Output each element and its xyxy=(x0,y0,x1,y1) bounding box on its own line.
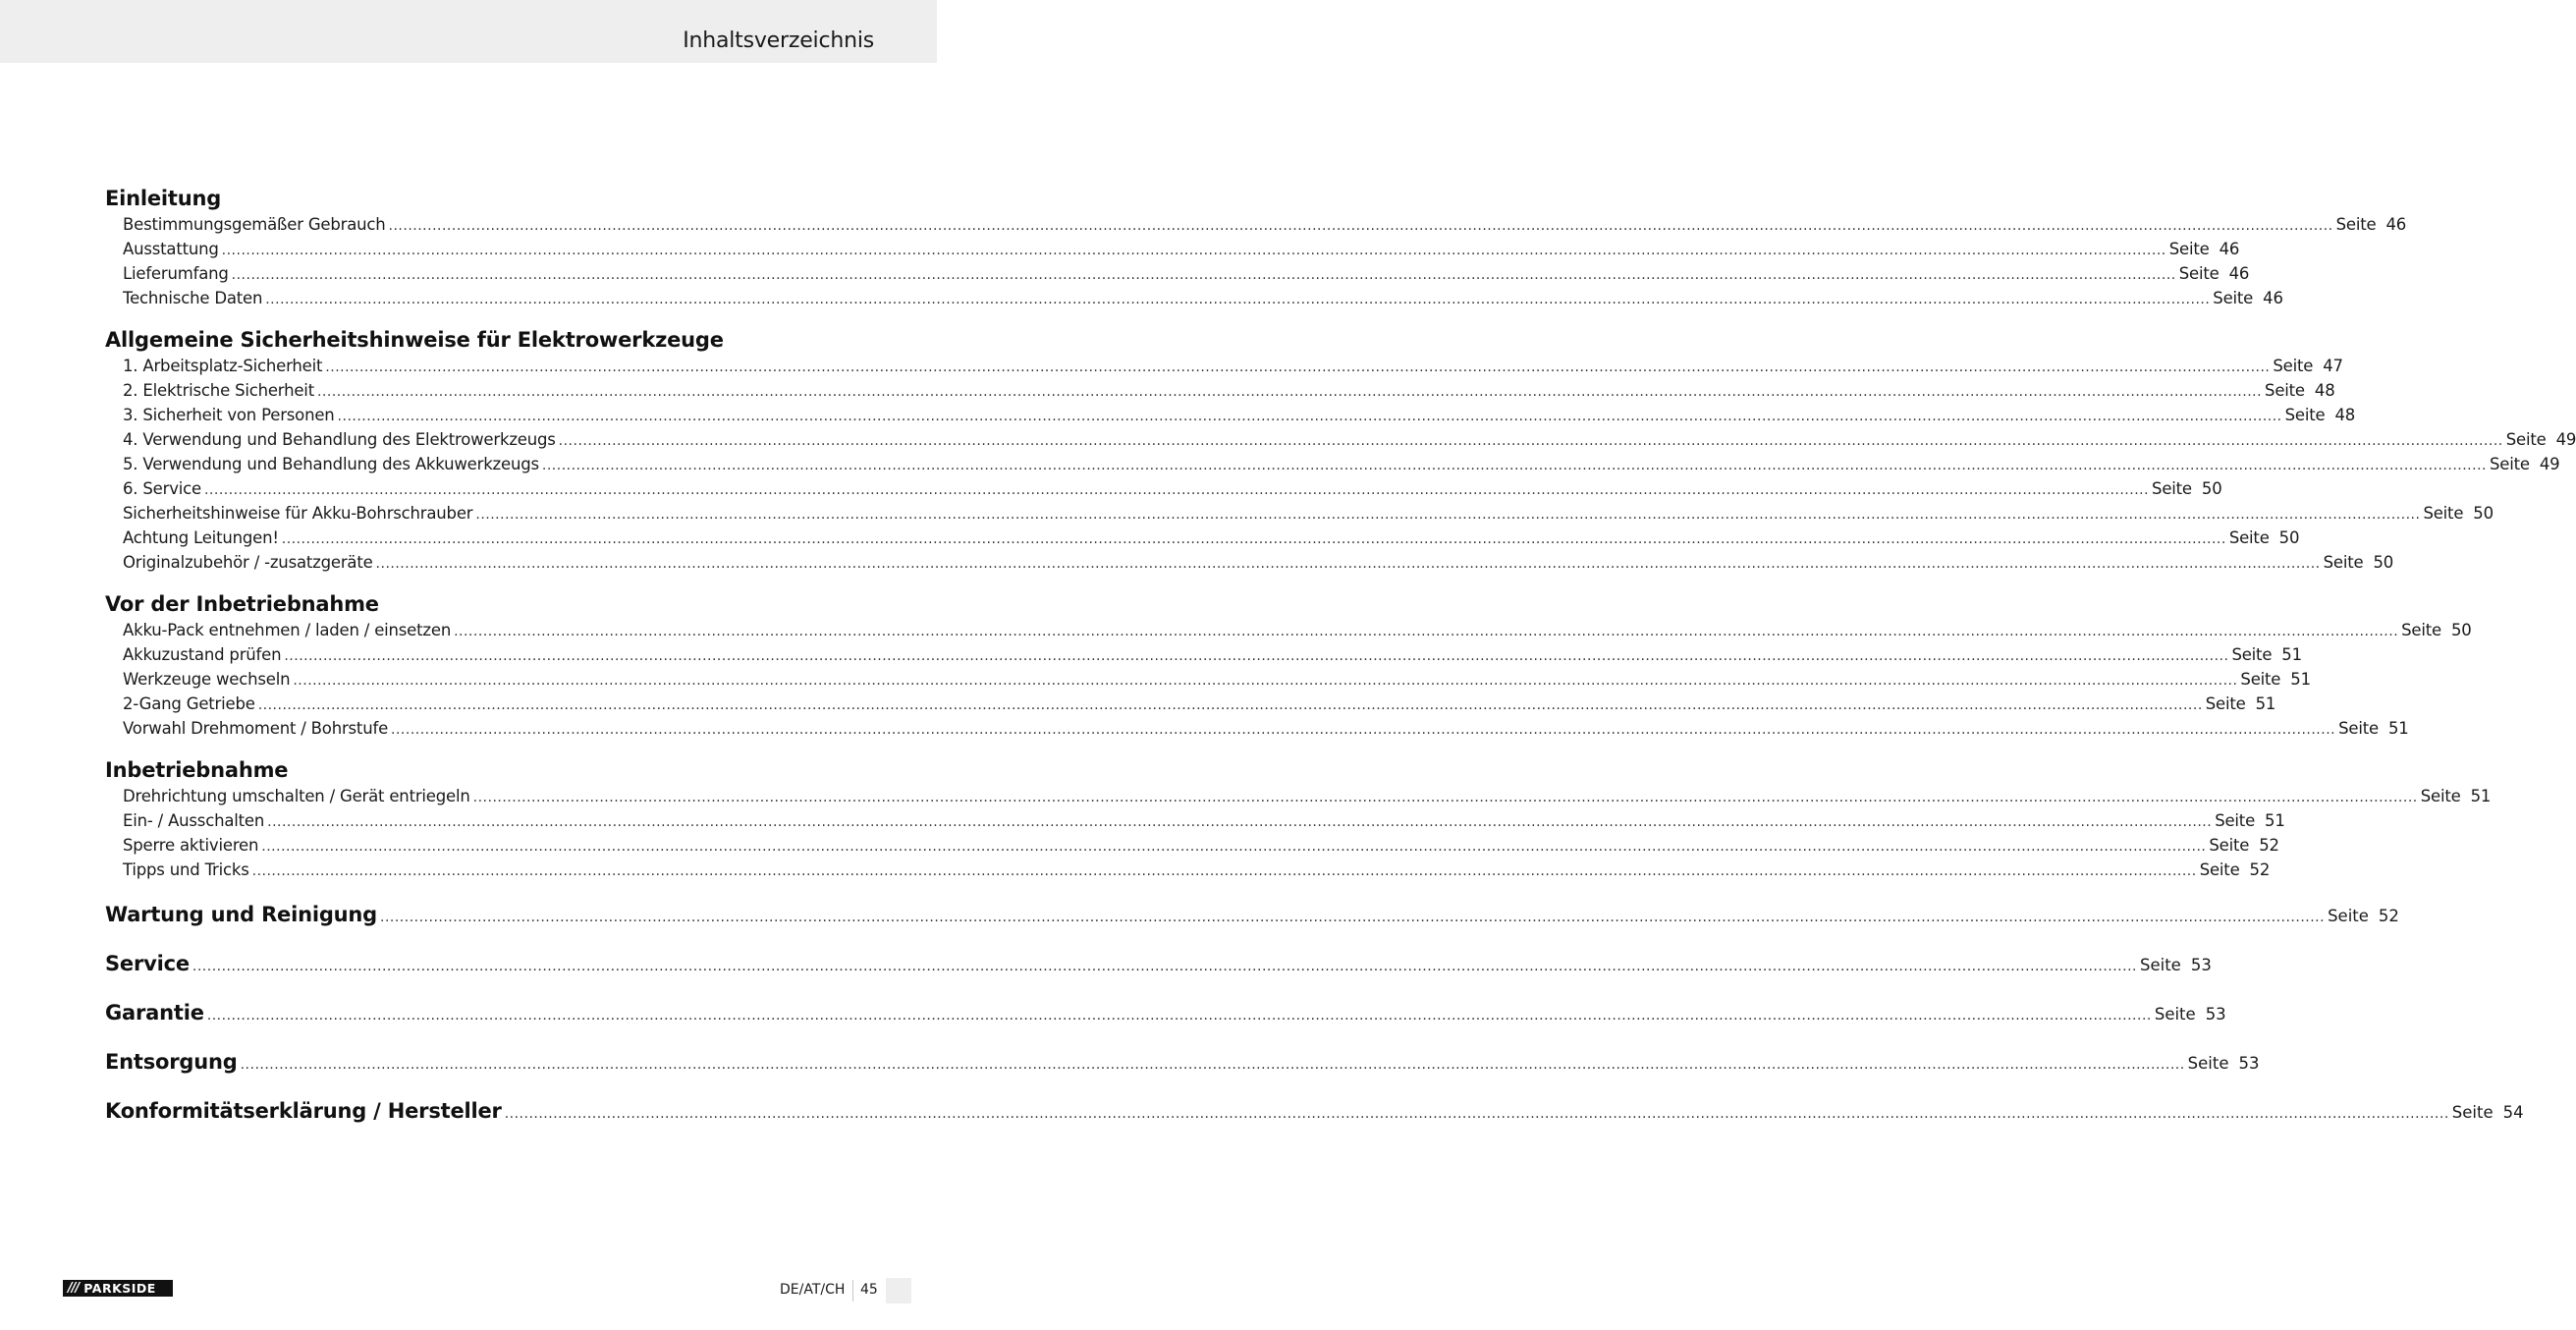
toc-entry-seite-label: Seite xyxy=(2178,264,2220,283)
dot-leader: ................................................................................................................................................................................................................................................................................................................................................................................................................ xyxy=(337,409,2282,424)
toc-entry-page-number: 51 xyxy=(2281,645,2302,664)
toc-entry-page-number: 52 xyxy=(2249,860,2271,879)
toc-entry[interactable] xyxy=(105,452,2560,476)
dot-leader: ................................................................................................................................................................................................................................................................................................................................................................................................................ xyxy=(267,814,2213,830)
dot-leader: ................................................................................................................................................................................................................................................................................................................................................................................................................ xyxy=(221,243,2166,258)
toc-major-label: Entsorgung xyxy=(105,1050,238,1074)
dot-leader: ................................................................................................................................................................................................................................................................................................................................................................................................................ xyxy=(281,531,2226,547)
toc-entry-seite-label: Seite xyxy=(2152,479,2192,498)
toc-major-entry[interactable] xyxy=(105,947,2212,996)
toc-entry[interactable] xyxy=(105,261,2250,286)
toc-entry-seite-label: Seite xyxy=(2168,240,2210,258)
toc-entry[interactable] xyxy=(105,476,2222,501)
toc-entry[interactable] xyxy=(105,784,2492,808)
header-bar xyxy=(0,0,937,63)
toc-entry-seite-label: Seite xyxy=(2328,907,2369,925)
toc-entry-seite-label: Seite xyxy=(2284,406,2326,424)
toc-entry[interactable] xyxy=(105,237,2240,261)
dot-leader: ................................................................................................................................................................................................................................................................................................................................................................................................................ xyxy=(475,507,2421,523)
toc-section xyxy=(105,756,2492,882)
table-of-contents xyxy=(105,185,2576,1143)
section-heading: Einleitung xyxy=(105,187,222,210)
toc-entry[interactable] xyxy=(105,427,2576,452)
toc-entry-page-number: 48 xyxy=(2314,381,2335,400)
toc-entry[interactable] xyxy=(105,212,2407,237)
toc-entry-label: 6. Service xyxy=(123,479,201,498)
toc-entry-seite-label: Seite xyxy=(2265,381,2305,400)
dot-leader: ................................................................................................................................................................................................................................................................................................................................................................................................................ xyxy=(541,458,2487,473)
dot-leader: ................................................................................................................................................................................................................................................................................................................................................................................................................ xyxy=(293,673,2238,689)
toc-major-page-number: 53 xyxy=(2238,1054,2260,1073)
toc-entry-page-number: 50 xyxy=(2373,553,2394,572)
toc-entry-label: 2. Elektrische Sicherheit xyxy=(123,381,314,400)
toc-entry-seite-label: Seite xyxy=(2338,719,2379,738)
toc-major-label: Konformitätserklärung / Hersteller xyxy=(105,1099,502,1123)
dot-leader: ................................................................................................................................................................................................................................................................................................................................................................................................................ xyxy=(261,839,2207,855)
toc-entry-page-number: 46 xyxy=(2228,264,2250,283)
dot-leader: ................................................................................................................................................................................................................................................................................................................................................................................................................ xyxy=(454,624,2399,639)
footer-region: DE/AT/CH xyxy=(780,1282,846,1298)
toc-entry-seite-label: Seite xyxy=(2154,1005,2196,1024)
toc-entry-page-number: 51 xyxy=(2387,719,2409,738)
toc-entry-page-number: 46 xyxy=(2263,289,2283,307)
toc-entry-label: Vorwahl Drehmoment / Bohrstufe xyxy=(123,719,389,738)
toc-entry[interactable] xyxy=(105,501,2494,526)
toc-entry-seite-label: Seite xyxy=(2273,357,2314,375)
toc-entry-label: Drehrichtung umschalten / Gerät entriegeln xyxy=(123,787,470,805)
toc-entry-seite-label: Seite xyxy=(2335,215,2377,234)
dot-leader: ................................................................................................................................................................................................................................................................................................................................................................................................................ xyxy=(391,722,2336,738)
toc-entry-seite-label: Seite xyxy=(2505,430,2547,449)
toc-entry-label: 4. Verwendung und Behandlung des Elektrowerkzeugs xyxy=(123,430,556,449)
toc-entry-label: 5. Verwendung und Behandlung des Akkuwerkzeugs xyxy=(123,455,539,473)
toc-major-page-number: 52 xyxy=(2378,907,2399,925)
dot-leader: ................................................................................................................................................................................................................................................................................................................................................................................................................ xyxy=(558,433,2503,449)
toc-entry[interactable] xyxy=(105,667,2311,692)
toc-entry-page-number: 50 xyxy=(2278,528,2300,547)
toc-entry-label: 1. Arbeitsplatz-Sicherheit xyxy=(123,357,323,375)
toc-entry-page-number: 49 xyxy=(2555,430,2576,449)
toc-entry-label: Achtung Leitungen! xyxy=(123,528,279,547)
toc-entry-seite-label: Seite xyxy=(2199,860,2240,879)
toc-major-label: Garantie xyxy=(105,1001,204,1025)
dot-leader: ................................................................................................................................................................................................................................................................................................................................................................................................................ xyxy=(388,218,2333,234)
toc-entry[interactable] xyxy=(105,354,2343,378)
toc-entry-label: Technische Daten xyxy=(123,289,263,307)
toc-entry[interactable] xyxy=(105,550,2394,575)
dot-leader: ................................................................................................................................................................................................................................................................................................................................................................................................................ xyxy=(375,556,2321,572)
toc-entry[interactable] xyxy=(105,716,2409,741)
toc-entry-page-number: 49 xyxy=(2539,455,2560,473)
toc-section xyxy=(105,590,2472,741)
dot-leader: ................................................................................................................................................................................................................................................................................................................................................................................................................ xyxy=(504,1106,2449,1122)
toc-entry-seite-label: Seite xyxy=(2228,528,2270,547)
toc-entry-label: Originalzubehör / -zusatzgeräte xyxy=(123,553,373,572)
parkside-logo xyxy=(63,1280,173,1297)
toc-entry-page-number: 52 xyxy=(2259,836,2279,855)
toc-entry-page-number: 48 xyxy=(2334,406,2356,424)
toc-entry[interactable] xyxy=(105,808,2285,833)
toc-entry-label: Akkuzustand prüfen xyxy=(123,645,282,664)
toc-entry-label: Lieferumfang xyxy=(123,264,229,283)
toc-section xyxy=(105,185,2407,310)
toc-entry-seite-label: Seite xyxy=(2205,694,2246,713)
toc-entry-label: Ein- / Ausschalten xyxy=(123,811,265,830)
dot-leader: ................................................................................................................................................................................................................................................................................................................................................................................................................ xyxy=(206,1008,2152,1024)
dot-leader: ................................................................................................................................................................................................................................................................................................................................................................................................................ xyxy=(231,267,2176,283)
logo-slashes: /// xyxy=(68,1281,80,1296)
dot-leader: ................................................................................................................................................................................................................................................................................................................................................................................................................ xyxy=(316,384,2263,400)
toc-major-entry[interactable] xyxy=(105,996,2226,1045)
toc-entry-seite-label: Seite xyxy=(2231,645,2273,664)
dot-leader: ................................................................................................................................................................................................................................................................................................................................................................................................................ xyxy=(251,863,2197,879)
toc-entry-label: 3. Sicherheit von Personen xyxy=(123,406,335,424)
toc-entry[interactable] xyxy=(105,618,2472,642)
toc-entry[interactable] xyxy=(105,378,2335,403)
toc-major-label: Service xyxy=(105,952,190,975)
toc-entry-seite-label: Seite xyxy=(2213,289,2254,307)
dot-leader: ................................................................................................................................................................................................................................................................................................................................................................................................................ xyxy=(203,482,2150,498)
dot-leader: ................................................................................................................................................................................................................................................................................................................................................................................................................ xyxy=(265,292,2211,307)
toc-entry-page-number: 50 xyxy=(2473,504,2494,523)
toc-entry-seite-label: Seite xyxy=(2139,956,2181,974)
footer-page-number: 45 xyxy=(860,1282,878,1298)
toc-entry-label: Sicherheitshinweise für Akku-Bohrschrauber xyxy=(123,504,473,523)
dot-leader: ................................................................................................................................................................................................................................................................................................................................................................................................................ xyxy=(257,697,2203,713)
toc-entry-seite-label: Seite xyxy=(2323,553,2364,572)
toc-entry-page-number: 46 xyxy=(2385,215,2407,234)
toc-entry-seite-label: Seite xyxy=(2451,1103,2494,1122)
toc-major-label: Wartung und Reinigung xyxy=(105,903,377,926)
footer-divider xyxy=(852,1280,853,1302)
toc-entry-page-number: 51 xyxy=(2255,694,2276,713)
toc-entry-page-number: 51 xyxy=(2265,811,2285,830)
toc-section xyxy=(105,326,2576,575)
dot-leader: ................................................................................................................................................................................................................................................................................................................................................................................................................ xyxy=(192,959,2137,974)
toc-major-page-number: 53 xyxy=(2205,1005,2226,1024)
section-heading: Vor der Inbetriebnahme xyxy=(105,592,379,616)
toc-entry[interactable] xyxy=(105,642,2302,667)
dot-leader: ................................................................................................................................................................................................................................................................................................................................................................................................................ xyxy=(380,910,2326,925)
page-title: Inhaltsverzeichnis xyxy=(683,28,874,53)
section-heading: Inbetriebnahme xyxy=(105,758,289,782)
dot-leader: ................................................................................................................................................................................................................................................................................................................................................................................................................ xyxy=(472,790,2418,805)
toc-entry-seite-label: Seite xyxy=(2240,670,2281,689)
footer-tab-marker xyxy=(886,1278,911,1303)
toc-entry[interactable] xyxy=(105,403,2356,427)
toc-entry-page-number: 47 xyxy=(2323,357,2343,375)
toc-entry[interactable] xyxy=(105,858,2271,882)
toc-entry-label: Akku-Pack entnehmen / laden / einsetzen xyxy=(123,621,452,639)
section-heading: Allgemeine Sicherheitshinweise für Elektrowerkzeuge xyxy=(105,328,724,352)
toc-entry-label: Tipps und Tricks xyxy=(123,860,249,879)
toc-entry-seite-label: Seite xyxy=(2423,504,2464,523)
toc-entry-label: Sperre aktivieren xyxy=(123,836,259,855)
toc-entry[interactable] xyxy=(105,526,2300,550)
toc-entry-label: 2-Gang Getriebe xyxy=(123,694,255,713)
dot-leader: ................................................................................................................................................................................................................................................................................................................................................................................................................ xyxy=(240,1057,2185,1073)
toc-major-page-number: 53 xyxy=(2190,956,2212,974)
toc-entry-label: Bestimmungsgemäßer Gebrauch xyxy=(123,215,386,234)
toc-entry-page-number: 51 xyxy=(2290,670,2311,689)
dot-leader: ................................................................................................................................................................................................................................................................................................................................................................................................................ xyxy=(325,360,2271,375)
logo-text: PARKSIDE xyxy=(83,1281,156,1296)
toc-entry[interactable] xyxy=(105,692,2276,716)
toc-major-page-number: 54 xyxy=(2502,1103,2524,1122)
toc-entry-seite-label: Seite xyxy=(2215,811,2256,830)
toc-major-entry[interactable] xyxy=(105,898,2399,947)
toc-entry-seite-label: Seite xyxy=(2401,621,2441,639)
toc-major-entry[interactable] xyxy=(105,1094,2524,1143)
toc-entry[interactable] xyxy=(105,833,2279,858)
toc-entry-page-number: 50 xyxy=(2201,479,2222,498)
toc-entry-label: Werkzeuge wechseln xyxy=(123,670,291,689)
toc-entry-seite-label: Seite xyxy=(2420,787,2461,805)
dot-leader: ................................................................................................................................................................................................................................................................................................................................................................................................................ xyxy=(284,648,2229,664)
toc-entry-seite-label: Seite xyxy=(2187,1054,2229,1073)
toc-entry[interactable] xyxy=(105,286,2283,310)
toc-entry-page-number: 46 xyxy=(2219,240,2240,258)
toc-major-entry[interactable] xyxy=(105,1045,2260,1094)
toc-entry-seite-label: Seite xyxy=(2209,836,2250,855)
toc-entry-label: Ausstattung xyxy=(123,240,219,258)
toc-entry-page-number: 50 xyxy=(2451,621,2472,639)
toc-entry-seite-label: Seite xyxy=(2489,455,2530,473)
toc-entry-page-number: 51 xyxy=(2470,787,2492,805)
